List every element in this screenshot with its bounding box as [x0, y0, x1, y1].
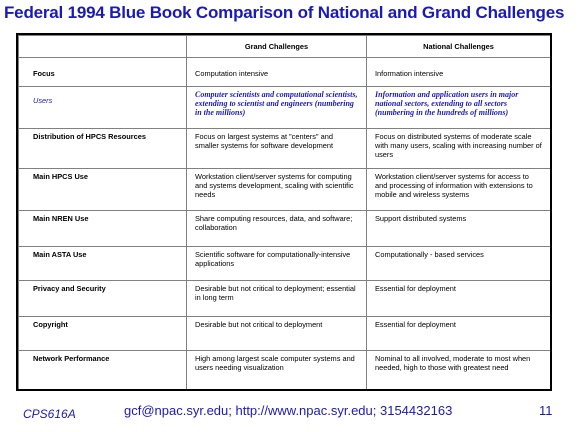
cell-grand-users: Computer scientists and computational scientists, extending to scientist and engineers (numbering in the millions) [187, 87, 367, 129]
cell-grand-privacy-security: Desirable but not critical to deployment; essential in long term [187, 281, 367, 317]
table-row [19, 281, 551, 317]
comparison-table-frame [16, 33, 552, 391]
row-label-privacy-security: Privacy and Security [19, 281, 187, 317]
cell-national-copyright: Essential for deployment [367, 317, 551, 351]
row-label-distribution: Distribution of HPCS Resources [19, 129, 187, 169]
cell-national-nren-use: Support distributed systems [367, 211, 551, 247]
row-label-asta-use: Main ASTA Use [19, 247, 187, 281]
cell-grand-asta-use: Scientific software for computationally-intensive applications [187, 247, 367, 281]
page-number: 11 [539, 403, 553, 418]
header-national-challenges: National Challenges [367, 36, 551, 58]
table-row [19, 247, 551, 281]
table-header-row [19, 36, 551, 58]
cell-grand-distribution: Focus on largest systems at "centers" and smaller systems for software development [187, 129, 367, 169]
row-label-network-performance: Network Performance [19, 351, 187, 390]
cell-national-distribution: Focus on distributed systems of moderate scale with many users, scaling with increasing number of users [367, 129, 551, 169]
cell-national-hpcs-use: Workstation client/server systems for access to and processing of information with extensions to mobile and wireless systems [367, 169, 551, 211]
row-label-users: Users [19, 87, 187, 129]
table-row [19, 87, 551, 129]
cell-grand-focus: Computation intensive [187, 58, 367, 87]
cell-national-users: Information and application users in major national sectors, extending to all sectors (numbering in the hundreds of millions) [367, 87, 551, 129]
row-label-nren-use: Main NREN Use [19, 211, 187, 247]
table-row [19, 58, 551, 87]
row-label-hpcs-use: Main HPCS Use [19, 169, 187, 211]
cell-grand-nren-use: Share computing resources, data, and software; collaboration [187, 211, 367, 247]
header-empty-cell [19, 36, 187, 58]
course-code: CPS616A [23, 407, 76, 421]
cell-national-privacy-security: Essential for deployment [367, 281, 551, 317]
cell-national-network-performance: Nominal to all involved, moderate to most when needed, high to those with greatest need [367, 351, 551, 390]
slide-title: Federal 1994 Blue Book Comparison of National and Grand Challenges [4, 3, 565, 22]
table-row [19, 317, 551, 351]
table-row [19, 351, 551, 390]
row-label-copyright: Copyright [19, 317, 187, 351]
cell-grand-network-performance: High among largest scale computer systems and users needing visualization [187, 351, 367, 390]
header-grand-challenges: Grand Challenges [187, 36, 367, 58]
table-row [19, 169, 551, 211]
cell-national-focus: Information intensive [367, 58, 551, 87]
cell-grand-hpcs-use: Workstation client/server systems for computing and systems development, scaling with scientific needs [187, 169, 367, 211]
cell-grand-copyright: Desirable but not critical to deployment [187, 317, 367, 351]
row-label-focus: Focus [19, 58, 187, 87]
table-row [19, 211, 551, 247]
cell-national-asta-use: Computationally - based services [367, 247, 551, 281]
contact-info: gcf@npac.syr.edu; http://www.npac.syr.edu; 3154432163 [124, 403, 453, 418]
comparison-table [18, 35, 551, 390]
table-row [19, 129, 551, 169]
